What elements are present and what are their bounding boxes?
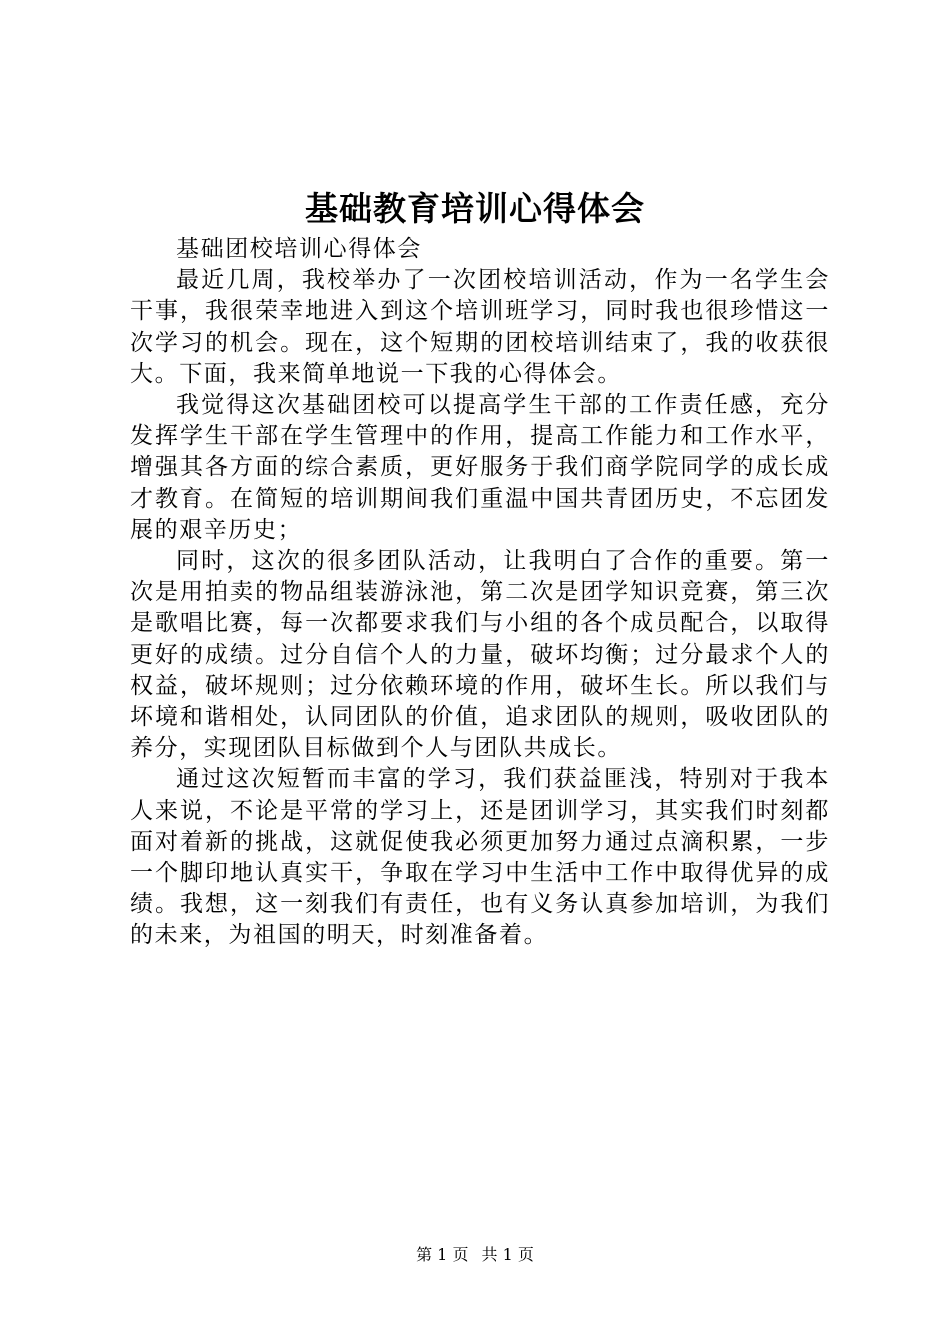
subtitle-paragraph: 基础团校培训心得体会 — [176, 236, 422, 262]
page-number: 第 1 页 — [416, 1245, 469, 1264]
document-title: 基础教育培训心得体会 — [305, 189, 645, 228]
page-footer — [0, 1244, 950, 1266]
body-paragraph: 最近几周，我校举办了一次团校培训活动，作为一名学生会干事，我很荣幸地进入到这个培训班学习，同时我也很珍惜这一次学习的机会。现在，这个短期的团校培训结束了，我的收获很大。下面，我来简单地说一下我的心得体会。 — [130, 267, 830, 387]
page-total: 共 1 页 — [481, 1245, 534, 1264]
body-paragraph: 通过这次短暂而丰富的学习，我们获益匪浅，特别对于我本人来说，不论是平常的学习上，还是团训学习，其实我们时刻都面对着新的挑战，这就促使我必须更加努力通过点滴积累，一步一个脚印地认真实干，争取在学习中生活中工作中取得优异的成绩。我想，这一刻我们有责任，也有义务认真参加培训，为我们的未来，为祖国的明天，时刻准备着。 — [130, 766, 830, 949]
body-paragraph: 我觉得这次基础团校可以提高学生干部的工作责任感，充分发挥学生干部在学生管理中的作用，提高工作能力和工作水平，增强其各方面的综合素质，更好服务于我们商学院同学的成长成才教育。在简短的培训期间我们重温中国共青团历史，不忘团发展的艰辛历史； — [130, 392, 830, 543]
document-body — [130, 234, 830, 952]
body-paragraph: 同时，这次的很多团队活动，让我明白了合作的重要。第一次是用拍卖的物品组装游泳池，第二次是团学知识竞赛，第三次是歌唱比赛，每一次都要求我们与小组的各个成员配合，以取得更好的成绩。过分自信个人的力量，破坏均衡；过分最求个人的权益，破坏规则；过分依赖环境的作用，破坏生长。所以我们与坏境和谐相处，认同团队的价值，追求团队的规则，吸收团队的养分，实现团队目标做到个人与团队共成长。 — [130, 548, 830, 762]
